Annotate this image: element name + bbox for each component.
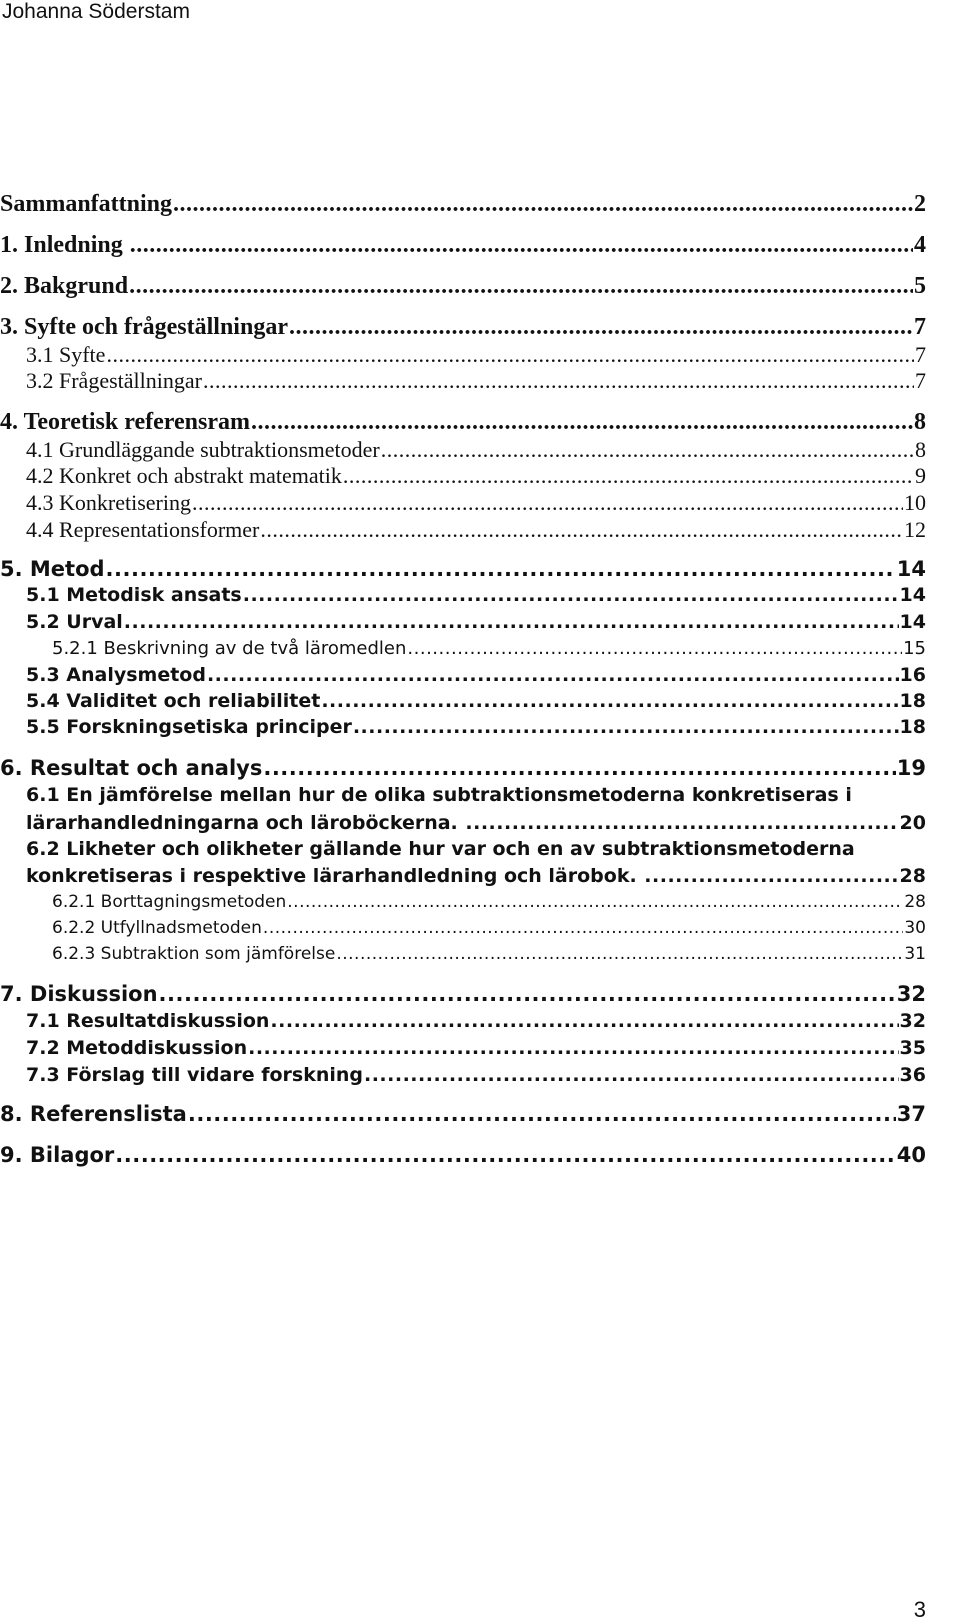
- toc-entry-beskrivning-lar[interactable]: [52, 638, 926, 659]
- toc-page: 31: [904, 944, 926, 964]
- toc-entry-syfte-och-fragestallningar[interactable]: [0, 314, 926, 341]
- toc-entry-metod[interactable]: [0, 557, 926, 581]
- toc-page: 18: [899, 690, 926, 712]
- dot-leader: [203, 368, 914, 394]
- toc-entry-grundlaggande-subtraktionsmetoder[interactable]: [26, 437, 926, 463]
- dot-leader: [173, 191, 913, 218]
- toc-entry-representationsformer[interactable]: [26, 517, 926, 543]
- toc-page: 37: [896, 1102, 926, 1126]
- toc-page: 40: [896, 1143, 926, 1167]
- dot-leader: [260, 517, 903, 543]
- dot-leader: [353, 716, 899, 738]
- toc-title: konkretiseras i respektive lärarhandledning och lärobok.: [26, 865, 644, 887]
- toc-page: 20: [899, 812, 926, 834]
- toc-page: 14: [896, 557, 926, 581]
- toc-title: 6. Resultat och analys: [0, 756, 263, 780]
- dot-leader: [263, 756, 895, 780]
- toc-page: 15: [903, 638, 926, 659]
- toc-page: 10: [904, 490, 926, 515]
- toc-entry-forskningsetiska[interactable]: [26, 716, 926, 738]
- toc-title: 9. Bilagor: [0, 1143, 115, 1167]
- toc-entry-borttagningsmetoden[interactable]: [52, 892, 926, 912]
- toc-page: 16: [899, 664, 926, 686]
- toc-title: 5.1 Metodisk ansats: [26, 584, 242, 606]
- toc-page: 8: [915, 437, 926, 462]
- toc-title: 7. Diskussion: [0, 982, 158, 1006]
- dot-leader: [343, 463, 914, 489]
- toc-page: 4: [914, 232, 926, 258]
- toc-title: 4.1 Grundläggande subtraktionsmetoder: [26, 437, 380, 462]
- dot-leader: [381, 437, 914, 463]
- page-number: 3: [913, 1597, 926, 1622]
- dot-leader: [289, 314, 913, 341]
- toc-entry-syfte[interactable]: [26, 342, 926, 368]
- dot-leader: [364, 1064, 899, 1086]
- toc-page: 9: [915, 463, 926, 488]
- dot-leader: [248, 1037, 898, 1059]
- toc-title: 5.2.1 Beskrivning av de två läromedlen: [52, 638, 407, 659]
- dot-leader: [129, 273, 913, 300]
- toc-entry-referenslista[interactable]: [0, 1102, 926, 1126]
- toc-entry-metoddiskussion[interactable]: [26, 1037, 926, 1059]
- dot-leader: [130, 232, 913, 259]
- dot-leader: [251, 409, 913, 436]
- dot-leader: [644, 865, 898, 887]
- toc-title: 5.3 Analysmetod: [26, 664, 206, 686]
- toc-title: 6.2.3 Subtraktion som jämförelse: [52, 944, 336, 964]
- toc-entry-likheter[interactable]: [26, 865, 926, 887]
- toc-entry-likheter-line1[interactable]: 6.2 Likheter och olikheter gällande hur var och en av subtraktionsmetoderna: [26, 838, 855, 860]
- toc-page: 5: [914, 273, 926, 299]
- dot-leader: [106, 342, 914, 368]
- toc-title: 4.4 Representationsformer: [26, 517, 260, 542]
- toc-title: Sammanfattning: [0, 191, 173, 217]
- toc-page: 35: [899, 1037, 926, 1059]
- toc-entry-forslag-vidare-forskning[interactable]: [26, 1064, 926, 1086]
- toc-title: 7.2 Metoddiskussion: [26, 1037, 248, 1059]
- toc-title: 6.2.2 Utfyllnadsmetoden: [52, 918, 262, 938]
- toc-title: 4.3 Konkretisering: [26, 490, 191, 515]
- toc-title: 3. Syfte och frågeställningar: [0, 314, 288, 340]
- toc-entry-sammanfattning[interactable]: [0, 191, 926, 218]
- dot-leader: [188, 1102, 896, 1126]
- author-name: Johanna Söderstam: [2, 0, 190, 23]
- toc-title: 3.1 Syfte: [26, 342, 106, 367]
- dot-leader: [106, 557, 896, 581]
- dot-leader: [263, 918, 903, 938]
- toc-entry-bilagor[interactable]: [0, 1143, 926, 1167]
- toc-page: 7: [915, 368, 926, 393]
- dot-leader: [115, 1143, 895, 1167]
- dot-leader: [192, 490, 903, 516]
- toc-page: 36: [899, 1064, 926, 1086]
- toc-title: 2. Bakgrund: [0, 273, 129, 299]
- toc-page: 2: [914, 191, 926, 217]
- toc-entry-urval[interactable]: [26, 611, 926, 633]
- toc-entry-teoretisk-referensram[interactable]: [0, 409, 926, 436]
- toc-entry-resultatdiskussion[interactable]: [26, 1010, 926, 1032]
- toc-entry-jamforelse-line1[interactable]: 6.1 En jämförelse mellan hur de olika subtraktionsmetoderna konkretiseras i: [26, 784, 852, 806]
- dot-leader: [207, 664, 899, 686]
- toc-entry-konkretisering[interactable]: [26, 490, 926, 516]
- toc-entry-fragestallningar[interactable]: [26, 368, 926, 394]
- toc-page: 19: [896, 756, 926, 780]
- dot-leader: [159, 982, 896, 1006]
- dot-leader: [336, 944, 903, 964]
- toc-page: 32: [896, 982, 926, 1006]
- toc-title: 5.5 Forskningsetiska principer: [26, 716, 352, 738]
- toc-entry-inledning[interactable]: [0, 232, 926, 259]
- dot-leader: [124, 611, 899, 633]
- toc-page: 28: [899, 865, 926, 887]
- toc-title: 3.2 Frågeställningar: [26, 368, 202, 393]
- toc-title: 6.2.1 Borttagningsmetoden: [52, 892, 287, 912]
- toc-entry-jamforelse[interactable]: [26, 812, 926, 834]
- toc-page: 30: [904, 918, 926, 938]
- toc-title: 5.4 Validitet och reliabilitet: [26, 690, 321, 712]
- toc-entry-bakgrund[interactable]: [0, 273, 926, 300]
- toc-page: 28: [904, 892, 926, 912]
- dot-leader: [270, 1010, 898, 1032]
- toc-page: 8: [914, 409, 926, 435]
- toc-entry-utfyllnadsmetoden[interactable]: [52, 918, 926, 938]
- toc-page: 7: [915, 342, 926, 367]
- toc-title: 5.2 Urval: [26, 611, 123, 633]
- toc-title: 4. Teoretisk referensram: [0, 409, 250, 435]
- toc-title: 4.2 Konkret och abstrakt matematik: [26, 463, 342, 488]
- toc-title: 1. Inledning: [0, 232, 129, 258]
- toc-page: 18: [899, 716, 926, 738]
- toc-entry-diskussion[interactable]: [0, 982, 926, 1006]
- toc-page: 14: [899, 584, 926, 606]
- toc-title: 7.1 Resultatdiskussion: [26, 1010, 270, 1032]
- toc-title: lärarhandledningarna och läroböckerna.: [26, 812, 465, 834]
- toc-entry-subtraktion-jamforelse[interactable]: [52, 944, 926, 964]
- toc-page: 32: [899, 1010, 926, 1032]
- toc-entry-konkret-och-abstrakt[interactable]: [26, 463, 926, 489]
- dot-leader: [465, 812, 898, 834]
- toc-page: 14: [899, 611, 926, 633]
- toc-title: 5. Metod: [0, 557, 105, 581]
- dot-leader: [243, 584, 899, 606]
- toc-page: 12: [904, 517, 926, 542]
- toc-page: 7: [914, 314, 926, 340]
- toc-entry-resultat[interactable]: [0, 756, 926, 780]
- dot-leader: [321, 690, 898, 712]
- toc-entry-analysmetod[interactable]: [26, 664, 926, 686]
- dot-leader: [287, 892, 903, 912]
- toc-entry-metodisk-ansats[interactable]: [26, 584, 926, 606]
- toc-title: 7.3 Förslag till vidare forskning: [26, 1064, 363, 1086]
- toc-title: 8. Referenslista: [0, 1102, 187, 1126]
- toc-entry-validitet[interactable]: [26, 690, 926, 712]
- dot-leader: [407, 638, 902, 659]
